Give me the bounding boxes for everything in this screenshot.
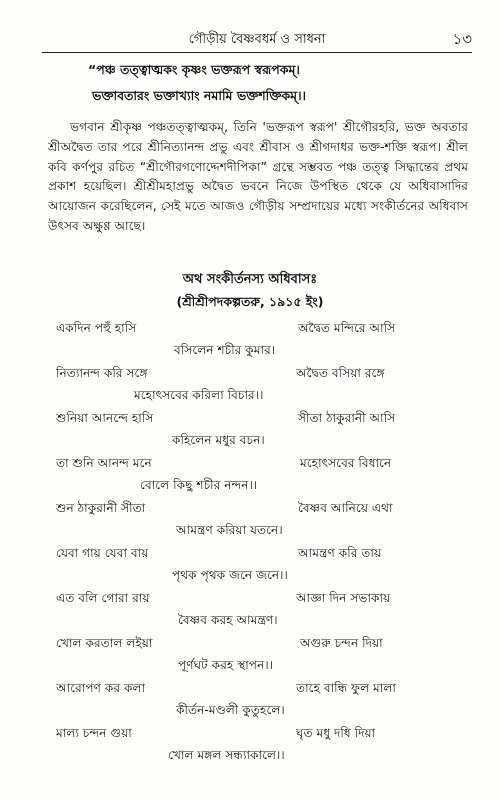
poem-line-right: অদ্বৈত মন্দিরে আসি — [298, 321, 396, 335]
sanskrit-verse-line-2: ভক্তাবতারং ভক্তাখ্যাং নমামি ভক্তশক্তিকম্।। — [92, 88, 307, 103]
poem-line-right: আমন্ত্রণ করি তায় — [298, 546, 382, 560]
poem-line-right: মহোৎসবের বিধানে — [300, 456, 392, 470]
header-rule — [42, 52, 472, 53]
poem-line-left: শুন ঠাকুরানী সীতা — [56, 501, 146, 515]
poem-line-right: সীতা ঠাকুরানী আসি — [298, 411, 396, 425]
poem-line-right: তাহে বান্ধি ফুল মালা — [296, 681, 396, 695]
poem-line-right: আজ্ঞা দিন সভাকায় — [296, 591, 391, 605]
poem-line-right: ঘৃত মধু দধি দিয়া — [296, 726, 376, 740]
poem-line-left: যেবা গায় যেবা বায় — [56, 546, 149, 560]
poem-line-left: এত বলি গোরা রায় — [56, 591, 150, 605]
poem-line-right: অগুরু চন্দন দিয়া — [300, 636, 383, 650]
poem-line-center: কীর্তন-মণ্ডলী কুতুহলে। — [176, 702, 285, 717]
source-citation: (শ্রীশ্রীপদকল্পতরু, ১৯১৫ ইং) — [176, 294, 324, 309]
poem-line-center: কহিলেন মধুর বচন। — [172, 432, 265, 447]
running-head: গৌড়ীয় বৈষ্ণবধর্ম ও সাধনা — [188, 32, 326, 47]
page-number: ১৩ — [452, 30, 472, 48]
poem-line-center: পূর্ণঘট করহ স্থাপন।। — [178, 657, 274, 672]
poem-line-left: নিত্যানন্দ করি সঙ্গে — [56, 366, 148, 380]
poem-line-left: খোল করতাল লইয়া — [56, 636, 153, 650]
poem-line-center: মহোৎসবের করিলা বিচার।। — [134, 387, 264, 402]
poem-line-center: বসিলেন শচীর কুমার। — [174, 342, 276, 357]
section-title: অথ সংকীর্তনস্য অধিবাসঃ — [182, 272, 318, 287]
poem-line-center: বোলে কিছু শচীর নন্দন।। — [140, 477, 258, 492]
poem-line-center: আমন্ত্রণ করিয়া যতনে। — [176, 522, 283, 537]
body-paragraph — [48, 118, 468, 237]
poem-line-center: খোল মঙ্গল সন্ধ্যাকালে।। — [168, 747, 285, 762]
body-paragraph-text: ভগবান শ্রীকৃষ্ণ পঞ্চতত্ত্বাত্মকম্, তিনি 'ভক্তরূপ স্বরূপ' শ্রীগৌরহরি, ভক্ত অবতার শ্রীঅদ্বৈত তার পরে শ্রীনিত্যানন্দ প্রভু এবং শ্রীবাস ও শ্রীগদাধর ভক্ত-শক্তি স্বরূপ। শ্রীল কবি কর্ণপুর রচিত “শ্রীগৌরগণোদ্দেশদীপিকা” গ্রন্থে সম্ভবত পঞ্চ তত্ত্ব সিদ্ধান্তের প্রথম প্রকাশ হয়েছিল। শ্রীশ্রীমহাপ্রভু অদ্বৈত ভবনে নিজে উপস্থিত থেকে যে অধিবাসাদির আয়োজন করেছিলেন, সেই মতে আজও গৌড়ীয় সম্প্রদায়ের মধ্যে সংকীর্তনের অধিবাস উৎসব অক্ষুণ্ণ আছে। — [48, 120, 468, 233]
poem-line-right: অদ্বৈত বসিয়া রঙ্গে — [296, 366, 385, 380]
poem-line-left: তা শুনি আনন্দ মনে — [56, 456, 152, 470]
poem-line-left: একদিন পহুঁ হাসি — [56, 321, 137, 335]
sanskrit-verse-line-1: “পঞ্চ তত্ত্বাত্মকং কৃষ্ণং ভক্তরূপ স্বরূপকম্। — [88, 62, 300, 77]
poem-line-left: মাল্য চন্দন গুয়া — [56, 726, 132, 740]
poem-line-left: শুনিয়া আনন্দে হাসি — [56, 411, 154, 425]
poem-line-center: বৈষ্ণব করহ আমন্ত্রণ। — [178, 612, 278, 627]
poem-line-center: পৃথক পৃথক জনে জনে।। — [172, 567, 288, 582]
poem-line-left: আরোপণ কর কলা — [56, 681, 146, 695]
poem-line-right: বৈষ্ণব আনিয়ে এথা — [298, 501, 393, 515]
page-header — [42, 28, 472, 50]
